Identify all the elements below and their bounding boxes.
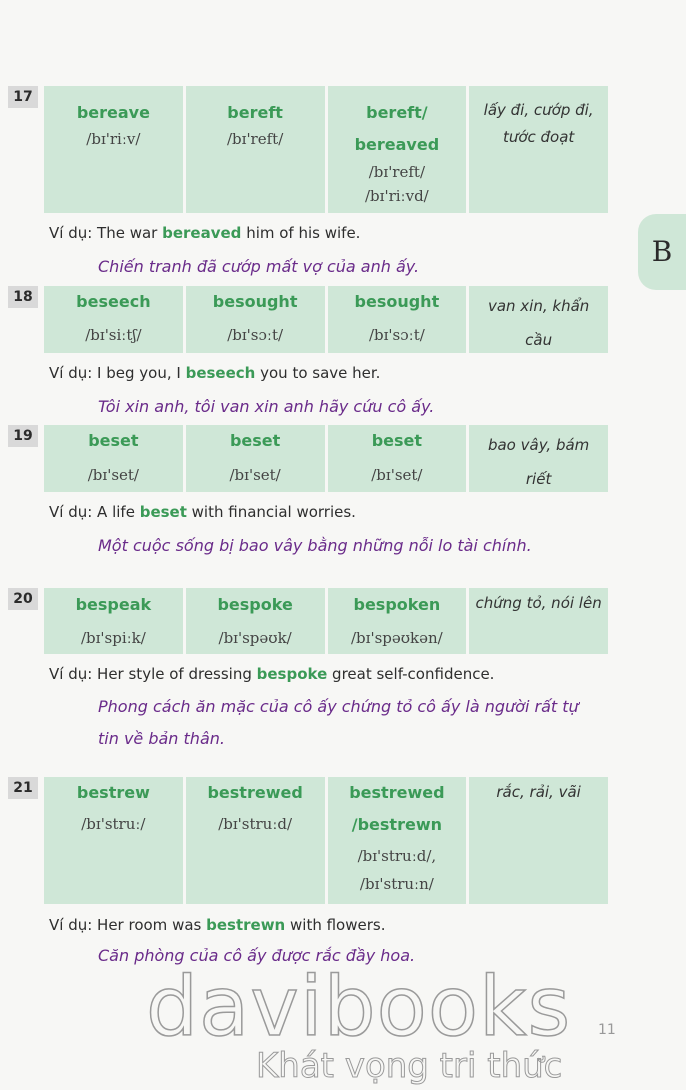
base-form: bereave (76, 103, 150, 122)
meaning: rắc, rải, vãi (496, 783, 581, 801)
example-text-end: with flowers. (285, 916, 386, 934)
base-form-cell (44, 286, 183, 353)
past-ipa: /bɪ'reft/ (226, 130, 284, 148)
example-text: A life (92, 503, 140, 521)
example-translation: Chiến tranh đã cướp mất vợ của anh ấy. (98, 257, 420, 276)
verb-row-17 (8, 86, 608, 213)
past-participle-ipa: /bɪ'struːd/, (357, 847, 437, 865)
past-participle: bereft/ (366, 103, 428, 122)
past-participle-cell (328, 286, 467, 353)
entry-number: 20 (8, 588, 38, 610)
meaning: bao vây, bám riết (487, 436, 590, 488)
watermark-slogan: Khát vọng tri thức (256, 1046, 563, 1086)
base-form-cell (44, 777, 183, 904)
example-sentence (49, 916, 385, 934)
example-text-end: him of his wife. (241, 224, 361, 242)
example-text: The war (92, 224, 163, 242)
base-ipa: /bɪ'struː/ (81, 815, 146, 833)
past-participle-cell (328, 588, 467, 654)
example-translation: Phong cách ăn mặc của cô ấy chứng tỏ cô ấy là người rất tự (98, 697, 579, 716)
past-form: bereft (227, 103, 283, 122)
entry-number: 18 (8, 286, 38, 308)
meaning: lấy đi, cướp đi, tước đoạt (483, 101, 594, 146)
entry-number: 19 (8, 425, 38, 447)
past-form-cell (186, 588, 325, 654)
past-form: beset (229, 431, 281, 450)
past-form-cell (186, 425, 325, 492)
example-label: Ví dụ: (49, 503, 93, 521)
base-form-cell (44, 86, 183, 213)
meaning-cell (469, 588, 608, 654)
section-tab-b: B (638, 214, 686, 290)
example-text-end: you to save her. (255, 364, 381, 382)
base-form: bespeak (75, 595, 152, 614)
example-text: I beg you, I (92, 364, 186, 382)
verb-row-21 (8, 777, 608, 904)
base-form: bestrew (76, 783, 150, 802)
example-label: Ví dụ: (49, 916, 93, 934)
verb-row-18 (8, 286, 608, 353)
base-ipa: /bɪ'siːtʃ/ (85, 326, 142, 344)
past-ipa: /bɪ'struːd/ (218, 815, 293, 833)
example-translation: Căn phòng của cô ấy được rắc đầy hoa. (98, 946, 416, 965)
example-translation: Một cuộc sống bị bao vây bằng những nỗi lo tài chính. (98, 536, 532, 555)
example-label: Ví dụ: (49, 364, 93, 382)
past-participle-alt: /bestrewn (351, 815, 442, 834)
example-translation: Tôi xin anh, tôi van xin anh hãy cứu cô ấy. (98, 397, 435, 416)
past-participle: besought (354, 292, 440, 311)
example-text: Her room was (92, 916, 207, 934)
entry-number: 21 (8, 777, 38, 799)
past-participle: beset (371, 431, 423, 450)
past-form: bespoke (217, 595, 293, 614)
page-number: 11 (598, 1022, 616, 1038)
past-participle: bespoken (353, 595, 441, 614)
meaning-cell (469, 425, 608, 492)
base-form: beseech (76, 292, 151, 311)
past-participle-cell (328, 425, 467, 492)
verb-row-19 (8, 425, 608, 492)
verb-row-20 (8, 588, 608, 654)
base-ipa: /bɪ'spiːk/ (80, 629, 146, 647)
past-participle-ipa: /bɪ'spəʊkən/ (351, 629, 443, 647)
past-participle-cell (328, 86, 467, 213)
example-highlight: beset (139, 503, 187, 521)
example-text-end: great self-confidence. (327, 665, 495, 683)
example-translation-line2: tin về bản thân. (98, 729, 225, 748)
past-ipa: /bɪ'spəʊk/ (218, 629, 292, 647)
base-ipa: /bɪ'riːv/ (86, 130, 141, 148)
past-participle-ipa: /bɪ'sɔːt/ (368, 326, 425, 344)
base-form: beset (88, 431, 139, 450)
past-participle-cell (328, 777, 467, 904)
watermark-logo: davibooks (146, 960, 572, 1055)
base-ipa: /bɪ'set/ (87, 466, 139, 484)
example-text-end: with financial worries. (186, 503, 356, 521)
example-text: Her style of dressing (92, 665, 257, 683)
past-form-cell (186, 286, 325, 353)
example-sentence (49, 503, 356, 521)
entry-number: 17 (8, 86, 38, 108)
past-form-cell (186, 86, 325, 213)
base-form-cell (44, 425, 183, 492)
meaning-cell (469, 777, 608, 904)
example-sentence (49, 364, 380, 382)
past-participle: bestrewed (349, 783, 445, 802)
example-sentence (49, 665, 494, 683)
example-highlight: bereaved (162, 224, 242, 242)
example-sentence (49, 224, 360, 242)
example-label: Ví dụ: (49, 665, 93, 683)
example-label: Ví dụ: (49, 224, 93, 242)
meaning: van xin, khẩn cầu (487, 297, 590, 349)
meaning-cell (469, 286, 608, 353)
past-form: bestrewed (207, 783, 303, 802)
meaning-cell (469, 86, 608, 213)
past-participle-ipa: /bɪ'set/ (371, 466, 423, 484)
example-highlight: bestrewn (206, 916, 286, 934)
past-ipa: /bɪ'set/ (229, 466, 281, 484)
past-form: besought (212, 292, 298, 311)
past-participle-ipa: /bɪ'reft/ (368, 163, 425, 181)
past-participle-ipa-alt: /bɪ'struːn/ (359, 875, 434, 893)
past-form-cell (186, 777, 325, 904)
past-ipa: /bɪ'sɔːt/ (227, 326, 284, 344)
past-participle-alt: bereaved (354, 135, 440, 154)
base-form-cell (44, 588, 183, 654)
example-highlight: beseech (185, 364, 256, 382)
meaning: chứng tỏ, nói lên (475, 594, 602, 612)
example-highlight: bespoke (256, 665, 328, 683)
past-participle-ipa-alt: /bɪ'riːvd/ (365, 187, 429, 205)
